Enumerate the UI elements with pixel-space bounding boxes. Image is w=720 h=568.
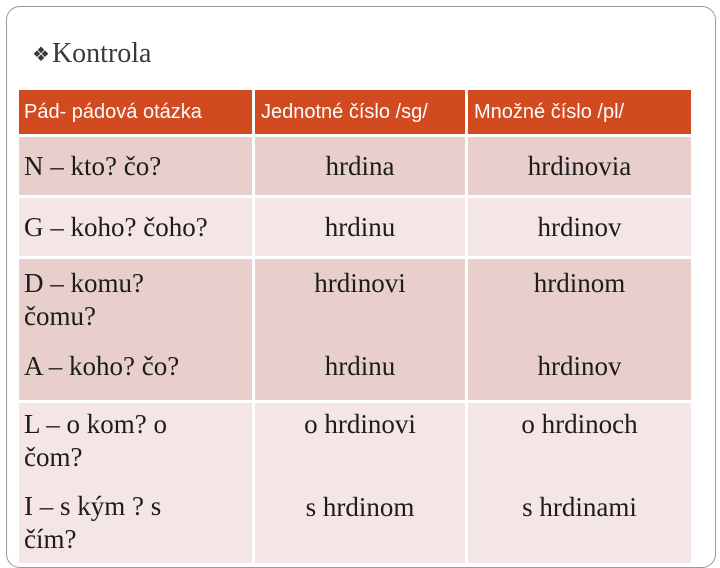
header-plural: Množné číslo /pl/ <box>468 90 691 134</box>
slide-title-text: Kontrola <box>51 38 152 69</box>
case-label: D – komu? čomu? <box>24 268 144 331</box>
slide-title <box>32 36 151 72</box>
plural-form: hrdinom <box>533 268 626 298</box>
singular-form: hrdinu <box>324 351 396 381</box>
declension-table <box>19 90 691 554</box>
case-label: I – s kým ? s čím? <box>24 491 162 554</box>
case-label-group <box>19 259 252 400</box>
header-case: Pád- pádová otázka <box>19 90 252 134</box>
case-label: A – koho? čo? <box>24 351 180 381</box>
singular-form: hrdina <box>255 137 465 195</box>
diamond-bullet-icon: ❖ <box>32 43 50 66</box>
case-label: N – kto? čo? <box>19 137 252 195</box>
plural-form-group <box>468 259 691 400</box>
singular-form: o hrdinovi <box>304 409 416 439</box>
case-label: G – koho? čoho? <box>19 198 252 256</box>
case-label: L – o kom? o čom? <box>24 409 167 472</box>
plural-form-group <box>468 403 691 563</box>
plural-form: o hrdinoch <box>521 409 638 439</box>
singular-form: s hrdinom <box>305 492 415 522</box>
singular-form: hrdinu <box>255 198 465 256</box>
singular-form-group <box>255 403 465 563</box>
singular-form: hrdinovi <box>314 268 406 298</box>
plural-form: hrdinovia <box>468 137 691 195</box>
header-singular: Jednotné číslo /sg/ <box>255 90 465 134</box>
case-label-group <box>19 403 252 563</box>
singular-form-group <box>255 259 465 400</box>
plural-form: hrdinov <box>537 351 622 381</box>
plural-form: hrdinov <box>468 198 691 256</box>
plural-form: s hrdinami <box>522 492 637 522</box>
